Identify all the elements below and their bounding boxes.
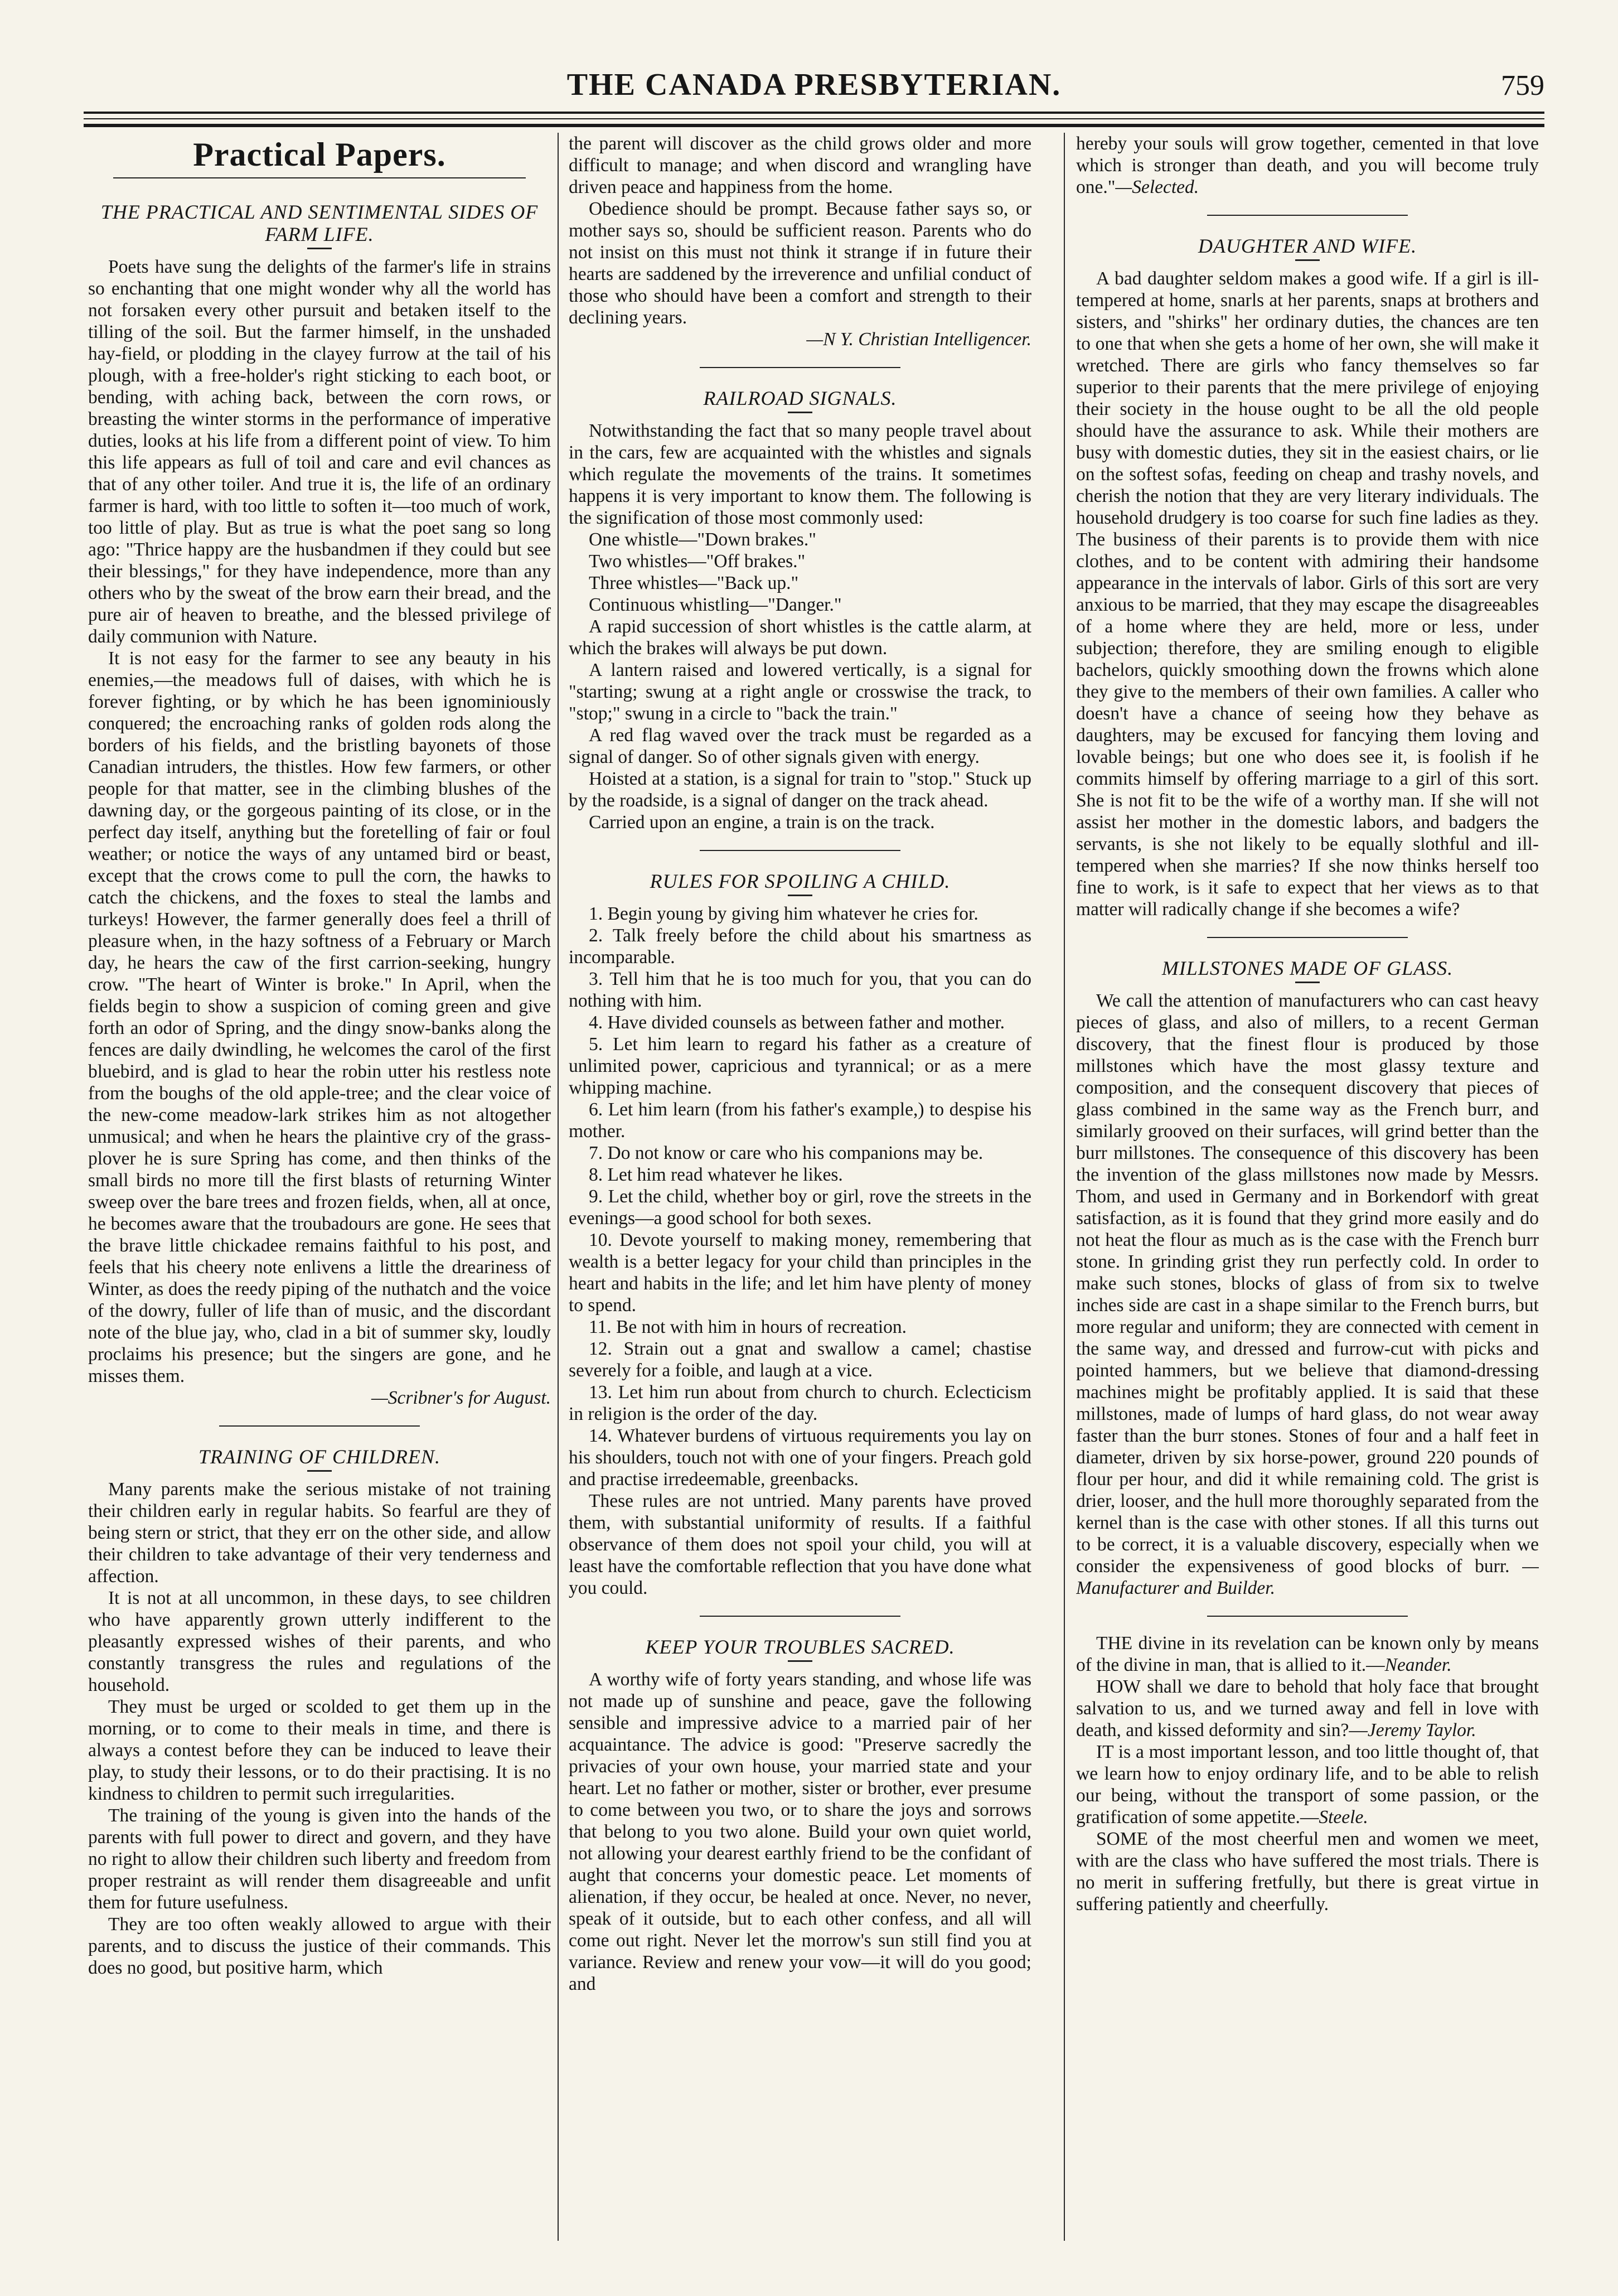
article-body (88, 256, 551, 1387)
article-title: RAILROAD SIGNALS. (703, 387, 897, 409)
paragraph: Carried upon an engine, a train is on the track. (589, 812, 935, 833)
article-body (569, 616, 1031, 833)
paragraph: the parent will discover as the child grows older and more difficult to manage; and when discord and wrangling have driven peace and happiness from the home. (569, 133, 1031, 197)
paragraph: 14. Whatever burdens of virtuous requirements you lay on his shoulders, touch not with one of your fingers. Preach gold and practise irredeemable, greenbacks. (569, 1425, 1031, 1490)
paragraph: Two whistles—"Off brakes." (589, 551, 806, 572)
quote-author: Neander. (1384, 1655, 1452, 1675)
section-rule (700, 367, 900, 368)
paragraph: Continuous whistling—"Danger." (589, 594, 842, 615)
article-title: MILLSTONES MADE OF GLASS. (1161, 957, 1454, 979)
quote: HOW shall we dare to behold that holy face that brought salvation to us, and we turned away and fell in love with death, and kissed deformity and sin?—Jeremy Taylor. (1076, 1676, 1539, 1741)
paragraph: A red flag waved over the track must be regarded as a signal of danger. So of other signals given with energy. (569, 725, 1031, 767)
paragraph: These rules are not untried. Many parents have proved them, with substantial uniformity of results. If a faithful observance of them does not spoil your child, you will at least have the comfortable reflection that you have done what you could. (569, 1491, 1031, 1598)
column-2 (569, 133, 1031, 2252)
article-title: KEEP YOUR TROUBLES SACRED. (645, 1636, 955, 1658)
quote-author: Jeremy Taylor. (1367, 1720, 1476, 1741)
title-dash (788, 412, 812, 413)
paragraph: 11. Be not with him in hours of recreation. (589, 1317, 907, 1337)
paragraph: 8. Let him read whatever he likes. (589, 1164, 843, 1185)
section-rule (700, 1616, 900, 1617)
paragraph: The training of the young is given into the hands of the parents with full power to direct and govern, and they have no right to allow their children such liberty and freedom from proper restraint as will render them disagreeable and unfit them for future usefulness. (88, 1805, 551, 1913)
paragraph: 4. Have divided counsels as between father and mother. (589, 1012, 1005, 1033)
department-heading: Practical Papers. (193, 136, 446, 173)
section-rule (219, 1425, 420, 1427)
journal-title: THE CANADA PRESBYTERIAN. (566, 67, 1062, 102)
header-rule (84, 118, 1544, 119)
article-body (569, 133, 1031, 328)
article-attribution: —Selected. (1115, 177, 1199, 197)
paragraph: Three whistles—"Back up." (589, 573, 799, 593)
section-rule (113, 177, 526, 178)
article-title: THE PRACTICAL AND SENTIMENTAL SIDES OF FARM LIFE. (100, 201, 539, 245)
paragraph: 12. Strain out a gnat and swallow a camel; chastise severely for a foible, and laugh at a vice. (569, 1338, 1031, 1381)
paragraph: A worthy wife of forty years standing, and whose life was not made up of sunshine and peace, gave the following sensible and impressive advice to a married pair of her acquaintance. The advice is good: "Preserve sacredly the privacies of your own house, your married state and your heart. Let no father or mother, sister or brother, ever presume to come between you two, or to share the joys and sorrows that belong to you two alone. Build your own quiet world, not allowing your dearest earthly friend to be the confidant of aught that concerns your domestic peace. Let moments of alienation, if they occur, be healed at once. Never, no never, speak of it outside, but to each other confess, and all will come out right. Never let the morrow's sun still find you at variance. Review and renew your vow—it will do you good; and (569, 1669, 1031, 1994)
header-rule (84, 124, 1544, 127)
paragraph: 6. Let him learn (from his father's example,) to despise his mother. (569, 1099, 1031, 1142)
column-1 (88, 133, 551, 2252)
paragraph: One whistle—"Down brakes." (589, 529, 816, 550)
paragraph: 10. Devote yourself to making money, remembering that wealth is a better legacy for your child than principles in the heart and habits in the life; and let him have plenty of money to spend. (569, 1230, 1031, 1316)
paragraph (1076, 990, 1539, 1599)
paragraph: Obedience should be prompt. Because father says so, or mother says so, should be sufficient reason. Parents who do not insist on this must not think it strange if in future their hearts are saddened by the irreverence and unfilial conduct of those who should have been a comfort and strength to their declining years. (569, 199, 1031, 328)
paragraph-text: We call the attention of manufacturers who can cast heavy pieces of glass, and also of millers, to a recent German discovery, that the finest flour is produced by those millstones which have the most glassy texture and composition, and the consequent discovery that pieces of glass combined in the same way as the French burr, and similarly grooved on their surfaces, will grind better than the burr millstones. The consequence of this discovery has been the invention of the glass millstones now made by Messrs. Thom, and used in Germany and in Borkendorf with great satisfaction, as it is found that they grind more easily and do not heat the flour as much as is the case with the French burr stone. In grinding grist they run perfectly cold. In order to make such stones, blocks of glass of from six to twelve inches side are cast in a shape similar to the French burrs, but more regular and uniform; they are connected with cement in the same way, and dressed and furrow-cut with picks and pointed hammers, but we believe that diamond-dressing machines might be profitably applied. It is said that these millstones, made of lumps of hard glass, do not wear away faster than the burr stones. Stones of four and a half feet in diameter, driven by six horse-power, ground 220 pounds of flour per hour, and did it while remaining cold. The grist is drier, looser, and the hull more thoroughly separated from the kernel than is the case with other stones. If all this turns out to be correct, it is a valuable discovery, especially when we consider the expensiveness of good blocks of burr. (1076, 990, 1539, 1577)
article-title: DAUGHTER AND WIFE. (1198, 235, 1417, 257)
title-dash (307, 1470, 332, 1472)
paragraph: Notwithstanding the fact that so many people travel about in the cars, few are acquainted with the whistles and signals which regulate the movements of the trains. It sometimes happens it is very important to know them. The following is the signification of those most commonly used: (569, 420, 1031, 528)
article-attribution: —N Y. Christian Intelligencer. (806, 329, 1031, 350)
paragraph (1076, 133, 1539, 198)
quote: IT is a most important lesson, and too little thought of, that we learn how to enjoy ordinary life, and to be able to relish our being, without the transport of some passion, or the gratification of some appetite.—Steele. (1076, 1742, 1539, 1828)
paragraph: They must be urged or scolded to get them up in the morning, or to come to their meals in time, and there is always a contest before they can be induced to leave their play, to study their lessons, or to do their practising. It is no kindness to children to permit such irregularities. (88, 1696, 551, 1804)
running-head (84, 67, 1544, 106)
paragraph: Many parents make the serious mistake of not training their children early in regular habits. So fearful are they of being stern or strict, that they err on the other side, and allow their children to take advantage of their very tenderness and affection. (88, 1479, 551, 1587)
continued-text: hereby your souls will grow together, cemented in that love which is stronger than death, and you will become truly one." (1076, 133, 1539, 197)
quote: THE divine in its revelation can be known only by means of the divine in man, that is allied to it.—Neander. (1076, 1633, 1539, 1675)
section-rule (1207, 937, 1408, 938)
paragraph: 1. Begin young by giving him whatever he cries for. (589, 903, 978, 924)
signal-list (569, 529, 1031, 616)
paragraph: 9. Let the child, whether boy or girl, rove the streets in the evenings—a good school for both sexes. (569, 1186, 1031, 1229)
title-dash (788, 1660, 812, 1662)
article-attribution: —Manufacturer and Builder. (1076, 1556, 1539, 1598)
column-divider (558, 133, 559, 2241)
column-divider (1064, 133, 1065, 2241)
paragraph: 7. Do not know or care who his companions may be. (589, 1143, 984, 1163)
paragraph: They are too often weakly allowed to argue with their parents, and to discuss the justice of their commands. This does no good, but positive harm, which (88, 1914, 551, 1978)
article-body (569, 1669, 1031, 1995)
article-title: RULES FOR SPOILING A CHILD. (650, 870, 951, 892)
article-body (88, 1478, 551, 1979)
article-title: TRAINING OF CHILDREN. (198, 1446, 440, 1468)
paragraph: A rapid succession of short whistles is the cattle alarm, at which the brakes will always be put down. (569, 616, 1031, 659)
paragraph: Hoisted at a station, is a signal for train to "stop." Stuck up by the roadside, is a signal of danger on the track ahead. (569, 768, 1031, 811)
paragraph: It is not easy for the farmer to see any beauty in his enemies,—the meadows full of daises, with which he is forever fighting, or by which he has been ignominiously conquered; the encroaching ranks of golden rods along the borders of his fields, and the bristling bayonets of those Canadian intruders, the thistles. How few farmers, or other people for that matter, see in the climbing blushes of the dawning day, or the gorgeous painting of its close, or in the perfect day itself, anything but the foretelling of fair or foul weather; or notice the ways of any untamed bird or beast, except that the crows come to pull the corn, the hawks to catch the chickens, and the foxes to steal the lambs and turkeys! However, the farmer generally does feel a thrill of pleasure when, in the hazy softness of a February or March day, he hears the caw of the first carrion-seeking, hungry crow. "The heart of Winter is broke." In April, when the fields begin to show a suspicion of coming green and give forth an odor of Spring, and the dingy snow-banks along the fences are daily dwindling, he welcomes the carol of the first bluebird, and is glad to hear the robin utter his restless note from the boughs of the old apple-tree; and the clear voice of the new-come meadow-lark strikes him as not altogether unmusical; and when he hears the plaintive cry of the grass-plover he is sure Spring has come, and then thinks of the small birds no more till the first blasts of returning Winter sweep over the bare trees and frozen fields, when, all at once, he becomes aware that the troubadours are gone. He sees that the brave little chickadee remains faithful to his post, and feels that his cheery note enlivens a little the dreariness of Winter, as does the reedy piping of the nuthatch and the voice of the dowry, fuller of life than of music, and the discordant note of the blue jay, who, clad in a bit of summer sky, loudly proclaims his presence; but the singers are gone, and he misses them. (88, 648, 551, 1386)
header-rule (84, 112, 1544, 114)
paragraph: 3. Tell him that he is too much for you, that you can do nothing with him. (569, 969, 1031, 1011)
paragraph: 5. Let him learn to regard his father as a creature of unlimited power, capricious and tyrannical; or as a mere whipping machine. (569, 1034, 1031, 1098)
paragraph: Poets have sung the delights of the farmer's life in strains so enchanting that one might wonder why all the world has not forsaken every other pursuit and betaken itself to the tilling of the soil. But the farmer himself, in the unshaded hay-field, or plodding in the clayey furrow at the tail of his plough, with a free-holder's right sticking to each boot, or bending, with aching back, between the corn rows, or breasting the winter storms in the performance of imperative duties, looks at his life from a different point of view. To him this life appears as full of toil and care and evil chances as that of any other toiler. And true it is, the life of an ordinary farmer is hard, with too little to soften it—too much of work, too little of play. But as true is what the poet sang so long ago: "Thrice happy are the husbandmen if they could but see their blessings," for they have independence, more than any others who by the sweat of the brow earn their bread, and the pure air of heaven to breathe, and the blessed privilege of daily communion with Nature. (88, 257, 551, 647)
paragraph: 13. Let him run about from church to church. Eclecticism in religion is the order of the day. (569, 1382, 1031, 1424)
page-number: 759 (1501, 70, 1544, 101)
quote-author: Steele. (1319, 1807, 1368, 1828)
paragraph: A bad daughter seldom makes a good wife. If a girl is ill-tempered at home, snarls at her parents, snaps at brothers and sisters, and "shirks" her ordinary duties, the chances are ten to one that when she gets a home of her own, she will make it wretched. There are girls who fancy themselves so far superior to their parents that the mere privilege of enjoying their society in the house ought to be all the old people should have the assurance to ask. While their mothers are busy with domestic duties, they sit in the easiest chairs, or lie on the softest sofas, feeding on cheap and trashy novels, and cherish the notion that they are very literary individuals. The household drudgery is too coarse for such fine ladies as they. The business of their parents is to provide them with nice clothes, and to be content with admiring their handsome appearance in the intervals of labor. Girls of this sort are very anxious to be married, that they may escape the disagreeables of a home where they are held, more or less, under subjection; therefore, they are smiling enough to eligible bachelors, quickly smoothing down the frowns which alone they give to the members of their own families. A caller who doesn't have a chance of seeing how they behave as daughters, may be excused for fancying them loving and lovable beings; but one who does see it, is foolish if he commits himself by offering marriage to a girl of this sort. She is not fit to be the wife of a worthy man. If she will not assist her mother in the domestic labors, and badgers the servants, is she not likely to be equally slothful and ill-tempered when she marries? If she now thinks herself too fine to work, is it safe to expect that her views as to that matter will radically change if she becomes a wife? (1076, 268, 1539, 920)
paragraph: 2. Talk freely before the child about his smartness as incomparable. (569, 925, 1031, 968)
rule-list (569, 903, 1031, 1490)
paragraph: A lantern raised and lowered vertically, is a signal for "starting; swung at a right angle or crosswise the track, to "stop;" swung in a circle to "back the train." (569, 660, 1031, 724)
title-dash (1295, 982, 1320, 983)
title-dash (788, 895, 812, 896)
paragraph: It is not at all uncommon, in these days, to see children who have apparently grown utterly indifferent to the pleasantly expressed wishes of their parents, and who constantly transgress the rules and regulations of the household. (88, 1588, 551, 1695)
column-3 (1076, 133, 1539, 2252)
title-dash (1295, 259, 1320, 261)
section-rule (1207, 215, 1408, 216)
quote: SOME of the most cheerful men and women we meet, with are the class who have suffered the most trials. There is no merit in suffering fretfully, but there is great virtue in suffering patiently and cheerfully. (1076, 1829, 1539, 1915)
section-rule (700, 850, 900, 851)
article-attribution: —Scribner's for August. (371, 1388, 551, 1408)
title-dash (307, 248, 332, 249)
